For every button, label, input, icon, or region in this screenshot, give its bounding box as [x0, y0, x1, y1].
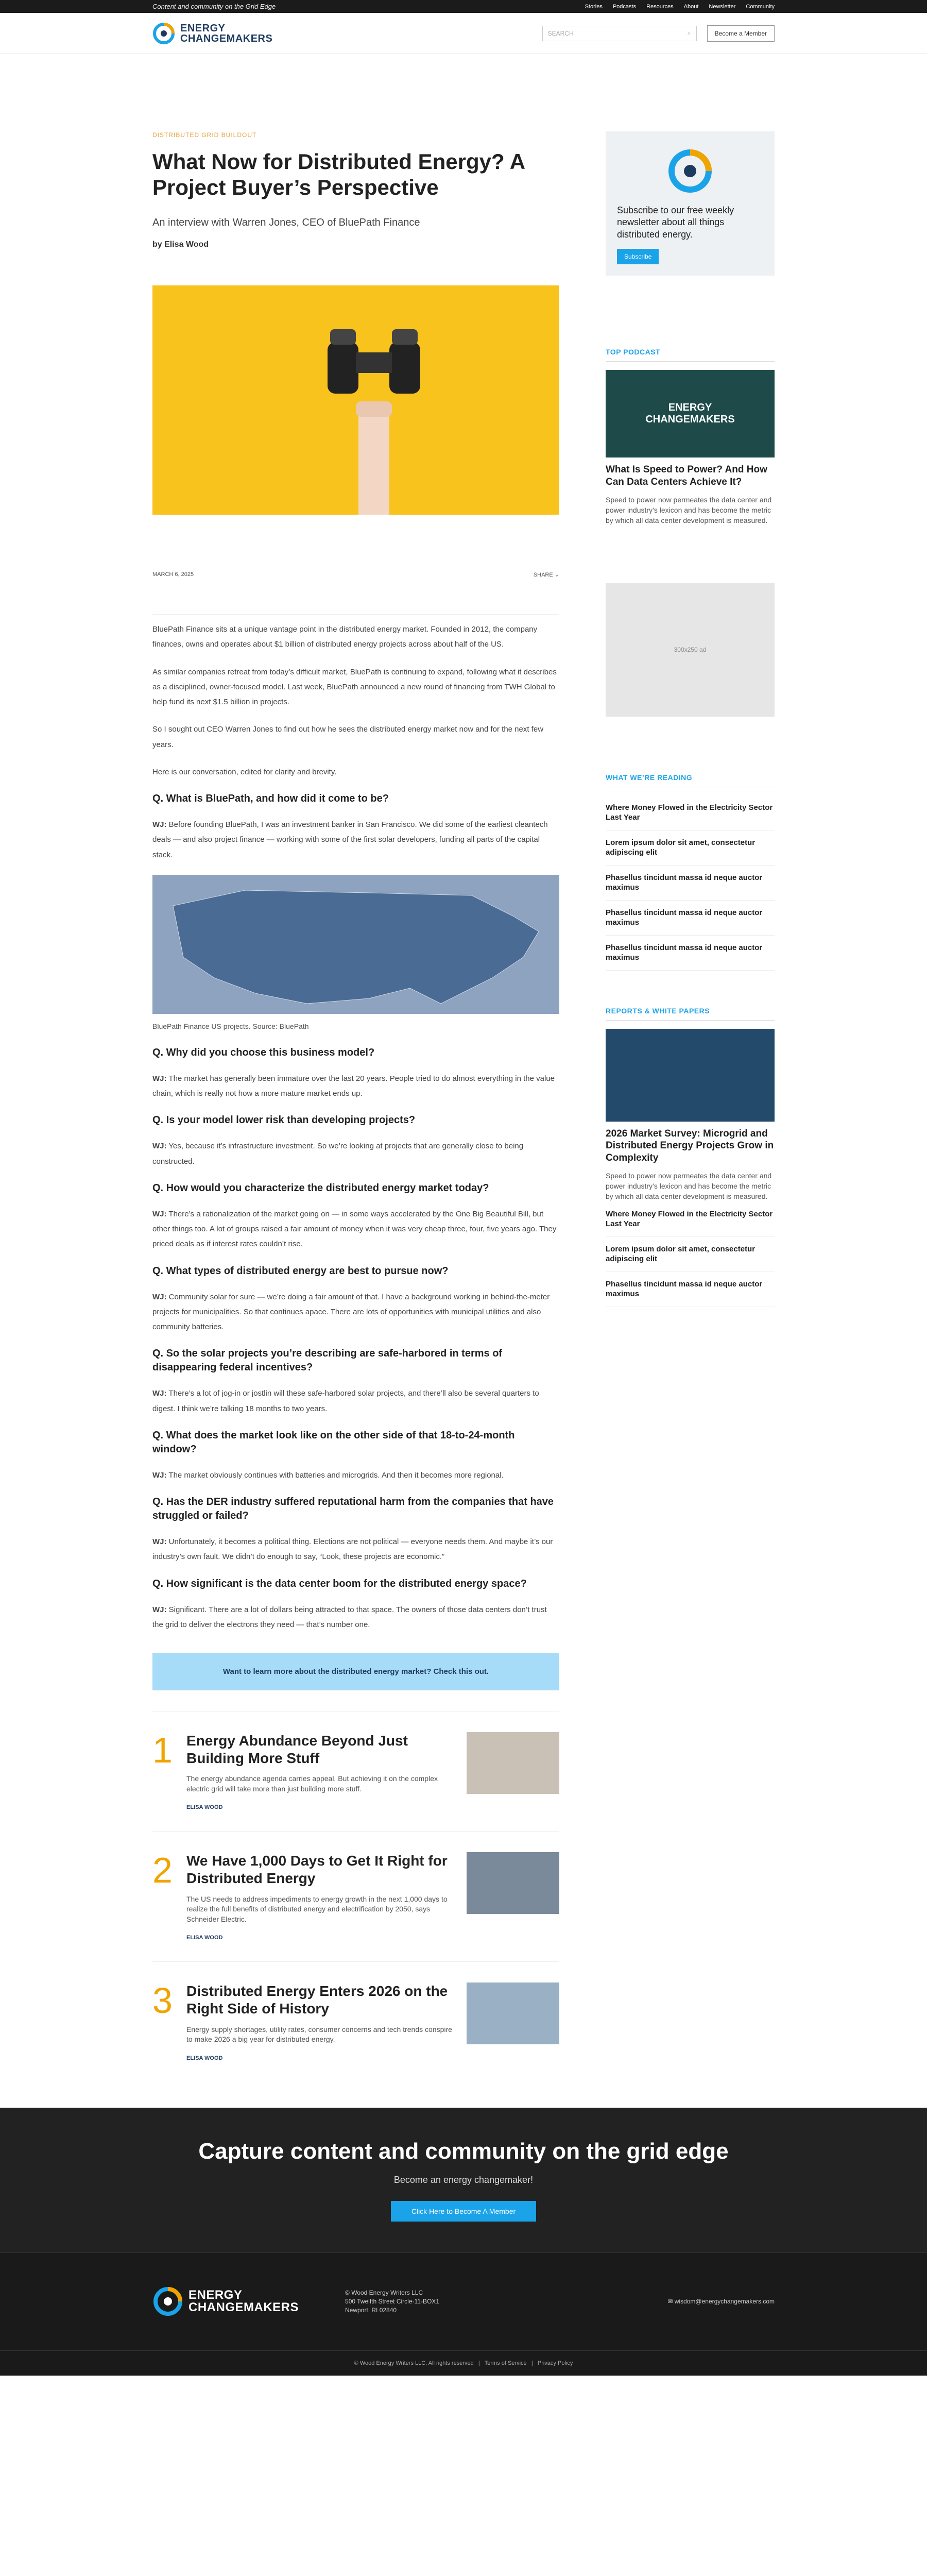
- paragraph: So I sought out CEO Warren Jones to find out how he sees the distributed energy market now and for the next few years.: [152, 725, 544, 749]
- top-podcast: [606, 348, 775, 526]
- question: Q. What is BluePath, and how did it come to be?: [152, 793, 389, 805]
- logo-line2: CHANGEMAKERS: [180, 32, 273, 44]
- answer: WJ: Before founding BluePath, I was an investment banker in San Francisco. We did some of the earliest cleantech deals — and also project finance — working with some of the first solar developers, funding all parts of the capital stack.: [152, 820, 548, 859]
- wp-desc: Speed to power now permeates the data center and power industry’s lexicon and has become the metric by which all data center development is measured.: [606, 1171, 772, 1201]
- question: Q. So the solar projects you’re describing are safe-harbored in terms of disappearing federal incentives?: [152, 1348, 503, 1374]
- podcast-logo-text: ENERGY CHANGEMAKERS: [645, 402, 735, 426]
- header: [0, 13, 927, 54]
- article-body: [152, 622, 559, 1690]
- nav-stories[interactable]: Stories: [585, 3, 603, 10]
- question: Q. What does the market look like on the other side of that 18-to-24-month window?: [152, 1429, 515, 1455]
- privacy-link[interactable]: Privacy Policy: [537, 2360, 573, 2366]
- footer-cta-sub: Become an energy changemaker!: [393, 2174, 534, 2185]
- top-nav: [585, 4, 775, 10]
- related-desc: The US needs to address impediments to energy growth in the next 1,000 days to realize the full benefits of distributed energy and electrification by 2050, says Schneider Electric.: [186, 1894, 448, 1923]
- question: Q. Has the DER industry suffered reputational harm from the companies that have struggled or failed?: [152, 1496, 554, 1522]
- tagline: Content and community on the Grid Edge: [152, 3, 276, 10]
- related-desc: Energy supply shortages, utility rates, consumer concerns and tech trends conspire to make 2026 a big year for distributed energy.: [186, 2025, 452, 2044]
- subscribe-logo: [617, 143, 763, 199]
- nav-podcasts[interactable]: Podcasts: [612, 3, 637, 10]
- related-thumbnail[interactable]: [467, 1982, 559, 2044]
- related-number: 2: [152, 1850, 173, 1891]
- footer-logo-line1: ENERGY: [188, 2288, 243, 2302]
- reading-list: [606, 773, 775, 971]
- related-title[interactable]: Energy Abundance Beyond Just Building More Stuff: [186, 1733, 408, 1766]
- article-byline: by Elisa Wood: [152, 240, 209, 249]
- nav-newsletter[interactable]: Newsletter: [709, 3, 736, 10]
- hero-image: [152, 285, 559, 515]
- related-title[interactable]: Distributed Energy Enters 2026 on the Right Side of History: [186, 1983, 448, 2017]
- answer: WJ: The market has generally been immature over the last 20 years. People tried to do almost everything in the value chain, which is really not how a more mature market ends up.: [152, 1074, 555, 1098]
- subscribe-box: [606, 131, 775, 276]
- answer: WJ: Significant. There are a lot of dollars being attracted to that space. The owners of those data centers don’t trust the grid to deliver the electrons they need — that’s number one.: [152, 1605, 547, 1629]
- nav-community[interactable]: Community: [746, 3, 775, 10]
- white-papers: [606, 1007, 775, 1307]
- related-thumbnail[interactable]: [467, 1852, 559, 1914]
- subscribe-button[interactable]: Subscribe: [617, 249, 659, 264]
- footer-member-button[interactable]: Click Here to Become A Member: [391, 2201, 536, 2222]
- related-author: ELISA WOOD: [186, 1804, 223, 1811]
- podcast-image[interactable]: [606, 370, 775, 457]
- answer: WJ: There’s a rationalization of the market going on — in some ways accelerated by the One Big Beautiful Bill, but other things too. A lot of groups raised a fair amount of money when it was very cheap three, four, five years ago. They priced deals as if interest rates couldn’t rise.: [152, 1209, 557, 1249]
- question: Q. How significant is the data center boom for the distributed energy space?: [152, 1578, 527, 1589]
- search-icon: ⌕: [687, 29, 691, 37]
- related-item[interactable]: [152, 1831, 559, 1961]
- terms-link[interactable]: Terms of Service: [484, 2360, 527, 2366]
- us-map-illustration: [152, 875, 559, 1014]
- paragraph: As similar companies retreat from today’s difficult market, BluePath is continuing to expand, following what it describes as a disciplined, owner-focused model. Last week, BluePath announced a new round of financing from TWH Global to help fund its next $1.5 billion in projects.: [152, 667, 557, 707]
- answer: WJ: There’s a lot of jog-in or jostlin will these safe-harbored solar projects, and there’ll also be several quarters to digest. I think we’re talking 18 months to two years.: [152, 1389, 539, 1413]
- footer: [0, 2252, 927, 2350]
- projects-map: [152, 875, 559, 1014]
- footer-logo-line2: CHANGEMAKERS: [188, 2300, 299, 2315]
- article: [152, 131, 559, 2082]
- question: Q. Why did you choose this business model?: [152, 1046, 375, 1058]
- podcast-title[interactable]: What Is Speed to Power? And How Can Data Centers Achieve It?: [606, 464, 767, 487]
- mail-icon: ✉: [667, 2298, 675, 2306]
- related-author: ELISA WOOD: [186, 1935, 223, 1941]
- answer: WJ: The market obviously continues with batteries and microgrids. And then it becomes more regional.: [152, 1470, 504, 1480]
- paragraph: BluePath Finance sits at a unique vantage point in the distributed energy market. Founded in 2012, the company finances, owns and operates about $1 billion of distributed energy projects across about half of the US.: [152, 625, 538, 649]
- logo-icon: [152, 2286, 183, 2317]
- podcast-desc: Speed to power now permeates the data center and power industry’s lexicon and has become the metric by which all data center development is measured.: [606, 495, 772, 525]
- paragraph: Here is our conversation, edited for clarity and brevity.: [152, 767, 337, 776]
- nav-resources[interactable]: Resources: [646, 3, 674, 10]
- related-item[interactable]: [152, 1711, 559, 1831]
- logo-icon: [667, 148, 713, 194]
- wp-item[interactable]: Lorem ipsum dolor sit amet, consectetur adipiscing elit: [606, 1237, 775, 1272]
- article-category[interactable]: DISTRIBUTED GRID BUILDOUT: [152, 131, 257, 139]
- top-podcast-heading: TOP PODCAST: [606, 348, 775, 362]
- question: Q. Is your model lower risk than developing projects?: [152, 1114, 416, 1126]
- footer-logo[interactable]: [152, 2286, 299, 2317]
- topbar: [0, 0, 927, 13]
- main: [0, 131, 927, 2082]
- article-date: MARCH 6, 2025: [152, 571, 194, 578]
- date-row: [152, 571, 559, 615]
- related-thumbnail[interactable]: [467, 1732, 559, 1794]
- footer-email[interactable]: ✉ wisdom@energychangemakers.com: [667, 2298, 775, 2306]
- copyright: © Wood Energy Writers LLC, All rights reserved: [354, 2360, 474, 2366]
- subscribe-text: Subscribe to our free weekly newsletter about all things distributed energy.: [617, 205, 734, 240]
- footer-cta: [0, 2108, 927, 2252]
- related-author: ELISA WOOD: [186, 2055, 223, 2061]
- answer: WJ: Unfortunately, it becomes a political thing. Elections are not political — everyone needs them. And maybe it’s our industry’s own fault. We didn’t do enough to say, “Look, these projects are economic.”: [152, 1537, 553, 1562]
- wp-heading: REPORTS & WHITE PAPERS: [606, 1007, 775, 1021]
- nav-about[interactable]: About: [683, 3, 699, 10]
- sidebar: [606, 131, 775, 2082]
- article-subtitle: An interview with Warren Jones, CEO of BluePath Finance: [152, 217, 420, 229]
- wp-item[interactable]: Where Money Flowed in the Electricity Sector Last Year: [606, 1202, 775, 1237]
- wp-item[interactable]: Phasellus tincidunt massa id neque auctor maximus: [606, 1272, 775, 1307]
- related-desc: The energy abundance agenda carries appeal. But achieving it on the complex electric grid will take more than just building more stuff.: [186, 1774, 438, 1793]
- search-placeholder: SEARCH: [547, 29, 574, 37]
- related-number: 3: [152, 1980, 173, 2021]
- map-caption: BluePath Finance US projects. Source: BluePath: [152, 1022, 309, 1030]
- answer: WJ: Community solar for sure — we’re doing a fair amount of that. I have a background working in behind-the-meter projects for municipalities. So that continues apace. There are lots of opportunities with municipal utilities and also community batteries.: [152, 1292, 550, 1332]
- reading-heading: WHAT WE’RE READING: [606, 773, 775, 787]
- related-item[interactable]: [152, 1961, 559, 2081]
- become-member-button[interactable]: Become a Member: [707, 25, 775, 42]
- related-title[interactable]: We Have 1,000 Days to Get It Right for Distributed Energy: [186, 1853, 448, 1887]
- binoculars-illustration: [152, 285, 559, 515]
- search-input[interactable]: [542, 26, 697, 41]
- cta-banner[interactable]: Want to learn more about the distributed energy market? Check this out.: [152, 1653, 559, 1690]
- question: Q. What types of distributed energy are best to pursue now?: [152, 1265, 449, 1277]
- wp-image[interactable]: [606, 1029, 775, 1122]
- footer-cta-title: Capture content and community on the grid edge: [198, 2138, 729, 2164]
- reading-item[interactable]: Phasellus tincidunt massa id neque auctor maximus: [606, 901, 775, 936]
- question: Q. How would you characterize the distributed energy market today?: [152, 1182, 489, 1194]
- wp-title[interactable]: 2026 Market Survey: Microgrid and Distributed Energy Projects Grow in Complexity: [606, 1128, 774, 1164]
- reading-item[interactable]: Where Money Flowed in the Electricity Sector Last Year: [606, 795, 775, 831]
- reading-item[interactable]: Phasellus tincidunt massa id neque auctor maximus: [606, 866, 775, 901]
- ad-slot[interactable]: 300x250 ad: [606, 583, 775, 717]
- article-title: What Now for Distributed Energy? A Project Buyer’s Perspective: [152, 149, 525, 199]
- logo[interactable]: [152, 22, 272, 45]
- related-articles: [152, 1711, 559, 2082]
- answer: WJ: Yes, because it’s infrastructure investment. So we’re looking at projects that are generally close to being constructed.: [152, 1142, 524, 1166]
- footer-address: © Wood Energy Writers LLC 500 Twelfth Street Circle-11-BOX1 Newport, RI 02840: [345, 2289, 439, 2314]
- share-button[interactable]: SHARE ⌄: [533, 572, 559, 579]
- logo-line1: ENERGY: [180, 22, 226, 34]
- related-number: 1: [152, 1730, 173, 1771]
- copyright-bar: © Wood Energy Writers LLC, All rights reserved | Terms of Service | Privacy Policy: [0, 2350, 927, 2376]
- logo-icon: [152, 22, 175, 45]
- reading-item[interactable]: Lorem ipsum dolor sit amet, consectetur adipiscing elit: [606, 831, 775, 866]
- reading-item[interactable]: Phasellus tincidunt massa id neque auctor maximus: [606, 936, 775, 971]
